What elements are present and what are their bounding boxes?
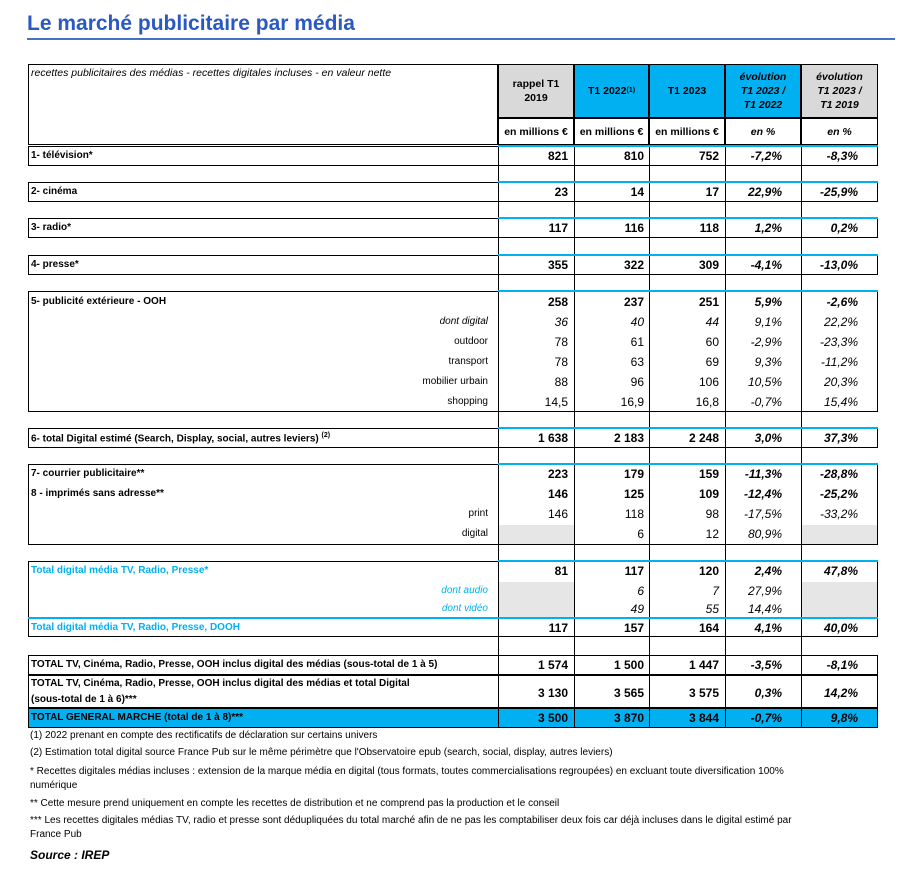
- cell-ooh_outdoor-col2: 61: [630, 335, 644, 349]
- col4-unit: en %: [750, 126, 776, 138]
- col5-header: évolution T1 2023 / T1 2019: [816, 71, 863, 111]
- cell-tv-col2: 810: [623, 149, 644, 163]
- cell-tdm_dooh-col1: 117: [548, 621, 568, 635]
- cell-ooh_mobilier-col5: 20,3%: [823, 375, 858, 389]
- cell-cinema-col2: 14: [630, 185, 644, 199]
- cell-imp_print-col5: -33,2%: [819, 507, 858, 521]
- cell-total16-col2: 3 565: [613, 686, 644, 700]
- row-label-tdm-video: dont vidéo: [441, 603, 488, 614]
- cell-digital-col5: 37,3%: [823, 431, 858, 445]
- cell-ooh_outdoor-col4: -2,9%: [750, 335, 782, 349]
- row-label-ooh-shopping: shopping: [447, 396, 488, 407]
- col-separator: [801, 146, 802, 728]
- cell-total15-col2: 1 500: [613, 658, 644, 672]
- cell-cinema-col1: 23: [554, 185, 568, 199]
- col-separator: [649, 146, 650, 728]
- cell-ooh_digital-col1: 36: [554, 315, 568, 329]
- cell-tdm_audio-col3: 7: [712, 584, 719, 598]
- header-description: recettes publicitaires des médias - recettes digitales incluses - en valeur nette: [31, 67, 392, 79]
- cell-courrier-col3: 159: [698, 467, 719, 481]
- cell-ooh-col2: 237: [623, 295, 644, 309]
- cell-imp_digital-col4: 80,9%: [747, 527, 782, 541]
- cell-cinema-col3: 17: [705, 185, 719, 199]
- source-label: Source : IREP: [30, 848, 110, 862]
- row-label-tdm-audio: dont audio: [441, 585, 488, 596]
- col-separator: [574, 146, 575, 728]
- row-label-digital: 6- total Digital estimé (Search, Display, social, autres leviers) $^{(2)}$: [31, 432, 331, 445]
- cell-imprimes-col4: -12,4%: [743, 487, 782, 501]
- footnote-3-line1: * Recettes digitales médias incluses : extension de la marque média en digital (tous formats, toutes commercialisations regroupées) en excluant toute diversification 100%: [30, 766, 784, 777]
- cell-ooh_shopping-col1: 14,5: [544, 395, 568, 409]
- cell-ooh_transport-col2: 63: [630, 355, 644, 369]
- cell-courrier-col1: 223: [547, 467, 568, 481]
- cell-radio-col4: 1,2%: [754, 221, 782, 235]
- row-box-ooh: [28, 291, 878, 412]
- col3-header: T1 2023: [667, 85, 707, 97]
- cell-ooh_shopping-col4: -0,7%: [750, 395, 782, 409]
- row-label-ooh-mobilier: mobilier urbain: [422, 376, 488, 387]
- row-label-tdm: Total digital média TV, Radio, Presse*: [31, 565, 209, 576]
- accent-line: [498, 217, 878, 219]
- title-underline: [27, 38, 895, 40]
- cell-ooh_mobilier-col4: 10,5%: [747, 375, 782, 389]
- cell-total16-col4: 0,3%: [754, 686, 782, 700]
- footnote-4: ** Cette mesure prend uniquement en compte les recettes de distribution et ne comprend pas la production et le conseil: [30, 798, 560, 809]
- cell-tv-col4: -7,2%: [750, 149, 782, 163]
- row-label-imp-print: print: [468, 508, 488, 519]
- accent-line: [498, 145, 878, 147]
- cell-digital-col4: 3,0%: [754, 431, 782, 445]
- cell-imp_print-col1: 146: [547, 507, 568, 521]
- cell-tv-col1: 821: [547, 149, 568, 163]
- cell-ooh-col1: 258: [547, 295, 568, 309]
- footnote-5-line2: France Pub: [30, 829, 82, 840]
- cell-totalgen-col4: -0,7%: [750, 711, 782, 725]
- col1-header: rappel T1 2019: [512, 78, 560, 104]
- cell-digital-col3: 2 248: [688, 431, 719, 445]
- cell-ooh-col5: -2,6%: [826, 295, 858, 309]
- cell-tv-col3: 752: [698, 149, 719, 163]
- cell-total16-col5: 14,2%: [823, 686, 858, 700]
- col-separator: [725, 146, 726, 728]
- cell-courrier-col2: 179: [623, 467, 644, 481]
- cell-tdm-col2: 117: [624, 564, 644, 578]
- cell-ooh_digital-col5: 22,2%: [823, 315, 858, 329]
- cell-tdm_video-col4: 14,4%: [747, 602, 782, 616]
- row-label-ooh-transport: transport: [448, 356, 488, 367]
- accent-line: [498, 427, 878, 429]
- cell-tdm-col1: 81: [554, 564, 568, 578]
- cell-tdm_video-col2: 49: [630, 602, 644, 616]
- empty-cell: [802, 582, 877, 618]
- cell-ooh_outdoor-col1: 78: [554, 335, 568, 349]
- col2-unit: en millions €: [579, 126, 644, 138]
- cell-imprimes-col1: 146: [547, 487, 568, 501]
- row-label-digital-sup: (2): [321, 432, 331, 439]
- accent-line: [498, 254, 878, 256]
- footnote-3-line2: numérique: [30, 780, 78, 791]
- cell-digital-col2: 2 183: [613, 431, 644, 445]
- col2-header: T1 2022 (1): [587, 85, 636, 97]
- cell-digital-col1: 1 638: [537, 431, 568, 445]
- cell-totalgen-col5: 9,8%: [830, 711, 858, 725]
- cell-ooh_digital-col4: 9,1%: [754, 315, 782, 329]
- col-separator: [498, 146, 499, 728]
- row-label-total16-line2: (sous-total de 1 à 6)***: [31, 694, 137, 705]
- row-label-total-general: TOTAL GENERAL MARCHE (total de 1 à 8)***: [31, 712, 244, 723]
- cell-ooh_transport-col4: 9,3%: [754, 355, 782, 369]
- cell-total16-col1: 3 130: [537, 686, 568, 700]
- cell-total15-col3: 1 447: [688, 658, 719, 672]
- cell-total16-col3: 3 575: [688, 686, 719, 700]
- cell-presse-col5: -13,0%: [819, 258, 858, 272]
- cell-tdm_dooh-col3: 164: [698, 621, 719, 635]
- footnote-2: (2) Estimation total digital source France Pub sur le même périmètre que l'Observatoire epub (search, social, display, autres leviers): [30, 747, 613, 758]
- row-label-imp-digital: digital: [461, 528, 488, 539]
- row-label-tv: 1- télévision*: [31, 150, 93, 161]
- cell-presse-col2: 322: [623, 258, 644, 272]
- cell-tdm_dooh-col4: 4,1%: [754, 621, 782, 635]
- footnote-1: (1) 2022 prenant en compte des rectificatifs de déclaration sur certains univers: [30, 730, 378, 741]
- cell-imp_print-col3: 98: [705, 507, 719, 521]
- cell-ooh_mobilier-col2: 96: [630, 375, 644, 389]
- cell-ooh-col3: 251: [698, 295, 719, 309]
- cell-ooh_transport-col3: 69: [705, 355, 719, 369]
- cell-imp_print-col2: 118: [624, 507, 644, 521]
- cell-imp_digital-col2: 6: [637, 527, 644, 541]
- cell-tv-col5: -8,3%: [826, 149, 858, 163]
- row-label-total15: TOTAL TV, Cinéma, Radio, Presse, OOH inclus digital des médias (sous-total de 1 à 5): [31, 659, 438, 670]
- cell-radio-col3: 118: [699, 221, 719, 235]
- row-label-tdm-dooh: Total digital média TV, Radio, Presse, DOOH: [31, 622, 240, 633]
- cell-tdm_video-col3: 55: [705, 602, 719, 616]
- accent-line: [498, 181, 878, 183]
- cell-ooh_digital-col2: 40: [630, 315, 644, 329]
- row-label-cinema: 2- cinéma: [31, 186, 78, 197]
- cell-ooh_transport-col5: -11,2%: [820, 355, 858, 369]
- page-title: Le marché publicitaire par média: [27, 12, 355, 35]
- accent-line: [498, 463, 878, 465]
- footnote-5-line1: *** Les recettes digitales médias TV, radio et presse sont dédupliquées du total marché afin de ne pas les comptabiliser deux fois car déjà incluses dans le digital estimé par: [30, 815, 792, 826]
- cell-presse-col1: 355: [547, 258, 568, 272]
- cell-imprimes-col3: 109: [698, 487, 719, 501]
- cell-total15-col4: -3,5%: [750, 658, 782, 672]
- cell-tdm_dooh-col5: 40,0%: [823, 621, 858, 635]
- row-label-radio: 3- radio*: [31, 222, 72, 233]
- cell-ooh_mobilier-col3: 106: [698, 375, 719, 389]
- cell-presse-col3: 309: [698, 258, 719, 272]
- cell-imp_print-col4: -17,5%: [743, 507, 782, 521]
- cell-totalgen-col3: 3 844: [688, 711, 719, 725]
- row-label-total16-line1: TOTAL TV, Cinéma, Radio, Presse, OOH inclus digital des médias et total Digital: [31, 678, 410, 689]
- row-box-radio: [28, 218, 878, 238]
- row-label-ooh-digital: dont digital: [439, 316, 488, 327]
- cell-imprimes-col2: 125: [623, 487, 644, 501]
- cell-ooh_transport-col1: 78: [554, 355, 568, 369]
- cell-radio-col2: 116: [624, 221, 644, 235]
- cell-ooh_shopping-col5: 15,4%: [823, 395, 858, 409]
- col1-unit: en millions €: [504, 126, 568, 138]
- cell-total15-col5: -8,1%: [826, 658, 858, 672]
- col3-unit: en millions €: [655, 126, 719, 138]
- cell-tdm_dooh-col2: 157: [623, 621, 644, 635]
- cell-radio-col1: 117: [548, 221, 568, 235]
- empty-cell: [499, 582, 574, 618]
- cell-tdm_audio-col2: 6: [637, 584, 644, 598]
- col4-header: évolution T1 2023 / T1 2022: [739, 71, 787, 111]
- row-label-presse: 4- presse*: [31, 259, 79, 270]
- empty-cell: [499, 525, 574, 544]
- cell-cinema-col4: 22,9%: [747, 185, 782, 199]
- cell-totalgen-col1: 3 500: [537, 711, 568, 725]
- cell-imprimes-col5: -25,2%: [819, 487, 858, 501]
- cell-tdm-col4: 2,4%: [754, 564, 782, 578]
- cell-radio-col5: 0,2%: [830, 221, 858, 235]
- cell-tdm_audio-col4: 27,9%: [747, 584, 782, 598]
- cell-ooh-col4: 5,9%: [754, 295, 782, 309]
- accent-line: [28, 617, 878, 619]
- cell-imp_digital-col3: 12: [705, 527, 719, 541]
- row-label-courrier: 7- courrier publicitaire**: [31, 468, 145, 479]
- cell-courrier-col5: -28,8%: [819, 467, 858, 481]
- cell-presse-col4: -4,1%: [750, 258, 782, 272]
- cell-ooh_outdoor-col3: 60: [705, 335, 719, 349]
- row-label-ooh: 5- publicité extérieure - OOH: [31, 296, 167, 307]
- cell-totalgen-col2: 3 870: [613, 711, 644, 725]
- col5-unit: en %: [827, 126, 852, 138]
- accent-line: [498, 290, 878, 292]
- row-label-ooh-outdoor: outdoor: [454, 336, 488, 347]
- cell-ooh_shopping-col3: 16,8: [695, 395, 719, 409]
- cell-ooh_shopping-col2: 16,9: [620, 395, 644, 409]
- empty-cell: [802, 525, 877, 544]
- col2-header-sup: (1): [626, 87, 636, 94]
- cell-courrier-col4: -11,3%: [744, 467, 782, 481]
- cell-ooh_outdoor-col5: -23,3%: [819, 335, 858, 349]
- cell-total15-col1: 1 574: [537, 658, 568, 672]
- row-label-imprimes: 8 - imprimés sans adresse**: [31, 488, 164, 499]
- cell-tdm-col5: 47,8%: [823, 564, 858, 578]
- cell-ooh_digital-col3: 44: [705, 315, 719, 329]
- cell-tdm-col3: 120: [698, 564, 719, 578]
- cell-cinema-col5: -25,9%: [819, 185, 858, 199]
- cell-ooh_mobilier-col1: 88: [554, 375, 568, 389]
- accent-line: [498, 560, 878, 562]
